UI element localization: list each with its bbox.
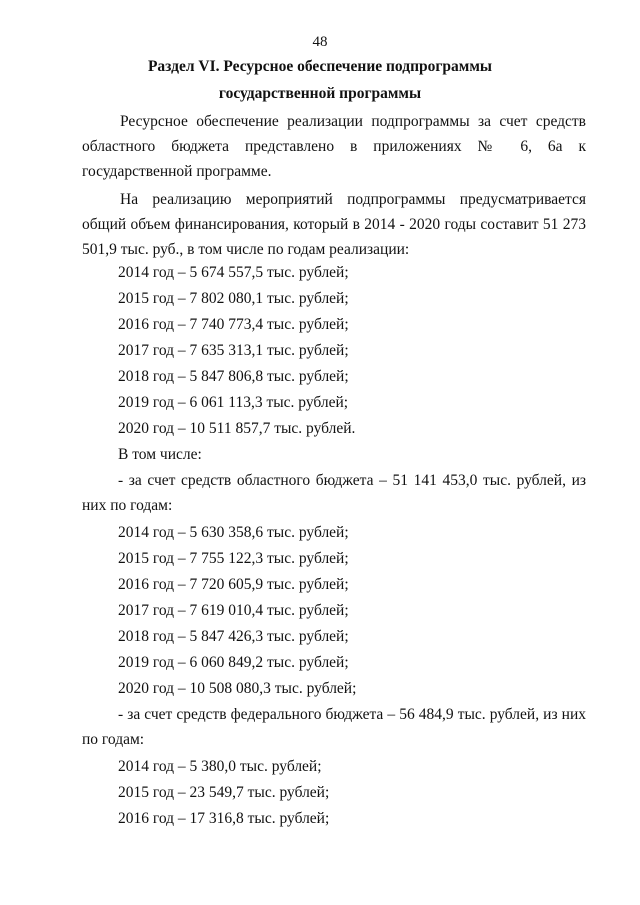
federal-year-2016: 2016 год – 17 316,8 тыс. рублей; [118, 810, 330, 827]
federal-year-2014: 2014 год – 5 380,0 тыс. рублей; [118, 758, 322, 775]
total-year-2015: 2015 год – 7 802 080,1 тыс. рублей; [118, 290, 349, 307]
regional-year-2015: 2015 год – 7 755 122,3 тыс. рублей; [118, 550, 349, 567]
paragraph-resource-provision: Ресурсное обеспечение реализации подпрограммы за счет средств областного бюджета представлено в приложениях № 6, 6а к государственной программе. [82, 113, 586, 180]
regional-year-2016: 2016 год – 7 720 605,9 тыс. рублей; [118, 576, 349, 593]
regional-year-2018: 2018 год – 5 847 426,3 тыс. рублей; [118, 628, 349, 645]
regional-year-2019: 2019 год – 6 060 849,2 тыс. рублей; [118, 654, 349, 671]
regional-year-2020: 2020 год – 10 508 080,3 тыс. рублей; [118, 680, 357, 697]
section-heading-line-1: Раздел VI. Ресурсное обеспечение подпрограммы [147, 58, 493, 75]
regional-year-2014: 2014 год – 5 630 358,6 тыс. рублей; [118, 524, 349, 541]
federal-budget-intro: - за счет средств федерального бюджета – 56 484,9 тыс. рублей, из них по годам: [82, 706, 586, 748]
total-year-2017: 2017 год – 7 635 313,1 тыс. рублей; [118, 342, 349, 359]
federal-year-2015: 2015 год – 23 549,7 тыс. рублей; [118, 784, 330, 801]
total-year-2016: 2016 год – 7 740 773,4 тыс. рублей; [118, 316, 349, 333]
regional-budget-intro: - за счет средств областного бюджета – 51 141 453,0 тыс. рублей, из них по годам: [82, 472, 586, 514]
total-year-2019: 2019 год – 6 061 113,3 тыс. рублей; [118, 394, 349, 411]
section-heading-line-2: государственной программы [218, 85, 422, 102]
paragraph-financing-volume: На реализацию мероприятий подпрограммы предусматривается общий объем финансирования, который в 2014 - 2020 годы составит 51 273 501,9 тыс. руб., в том числе по годам реализации: [82, 191, 586, 258]
total-year-2020: 2020 год – 10 511 857,7 тыс. рублей. [118, 420, 356, 437]
total-year-2014: 2014 год – 5 674 557,5 тыс. рублей; [118, 264, 349, 281]
total-year-2018: 2018 год – 5 847 806,8 тыс. рублей; [118, 368, 349, 385]
in-that-number-label: В том числе: [118, 446, 202, 463]
regional-year-2017: 2017 год – 7 619 010,4 тыс. рублей; [118, 602, 349, 619]
page-number: 48 [312, 34, 328, 50]
